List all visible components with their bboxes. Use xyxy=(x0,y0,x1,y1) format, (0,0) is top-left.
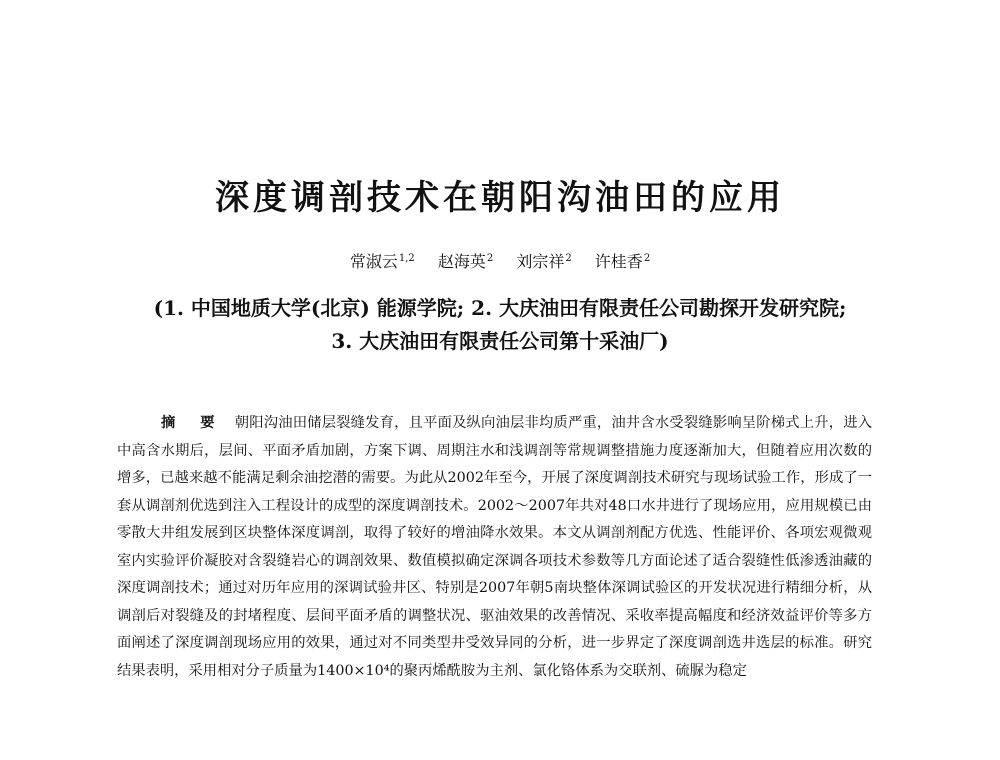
author-affiliation-mark: 2 xyxy=(643,253,651,264)
author xyxy=(516,252,571,271)
author-affiliation-mark: 1,2 xyxy=(398,253,415,264)
abstract xyxy=(117,410,872,685)
author xyxy=(350,252,415,271)
affiliation-line: 3. 大庆油田有限责任公司第十采油厂) xyxy=(331,329,669,353)
author-name: 刘宗祥 xyxy=(516,252,565,272)
abstract-heading: 摘 要 xyxy=(161,415,225,431)
author-list xyxy=(0,246,1000,275)
affiliations xyxy=(80,292,920,358)
affiliation-line: (1. 中国地质大学(北京) 能源学院; 2. 大庆油田有限责任公司勘探开发研究院; xyxy=(153,296,847,320)
author-affiliation-mark: 2 xyxy=(486,253,494,264)
author xyxy=(438,252,493,271)
abstract-text: 朝阳沟油田储层裂缝发育，且平面及纵向油层非均质严重，油井含水受裂缝影响呈阶梯式上升，进入中高含水期后，层间、平面矛盾加剧，方案下调、周期注水和浅调剖等常规调整措施力度逐渐加大，但随着应用次数的增多，已越来越不能满足剩余油挖潜的需要。为此从2002年至今，开展了深度调剖技术研究与现场试验工作，形成了一套从调剖剂优选到注入工程设计的成型的深度调剖技术。2002～2007年共对48口水井进行了现场应用，应用规模已由零散大井组发展到区块整体深度调剖，取得了较好的增油降水效果。本文从调剖剂配方优选、性能评价、各项宏观微观室内实验评价凝胶对含裂缝岩心的调剖效果、数值模拟确定深调各项技术参数等几方面论述了适合裂缝性低渗透油藏的深度调剖技术；通过对历年应用的深调试验井区、特别是2007年朝5南块整体深调试验区的开发状况进行精细分析，从调剖后对裂缝及的封堵程度、层间平面矛盾的调整状况、驱油效果的改善情况、采收率提高幅度和经济效益评价等多方面阐述了深度调剖现场应用的效果，通过对不同类型井受效异同的分析，进一步界定了深度调剖选井选层的标准。研究结果表明，采用相对分子质量为1400×10⁴的聚丙烯酰胺为主剂、氯化铬体系为交联剂、硫脲为稳定 xyxy=(117,415,872,679)
author-affiliation-mark: 2 xyxy=(565,253,572,264)
author-name: 许桂香 xyxy=(594,252,643,272)
author-name: 常淑云 xyxy=(349,252,398,272)
author-name: 赵海英 xyxy=(437,252,486,272)
paper-title: 深度调剖技术在朝阳沟油田的应用 xyxy=(215,178,785,218)
author xyxy=(595,252,650,271)
